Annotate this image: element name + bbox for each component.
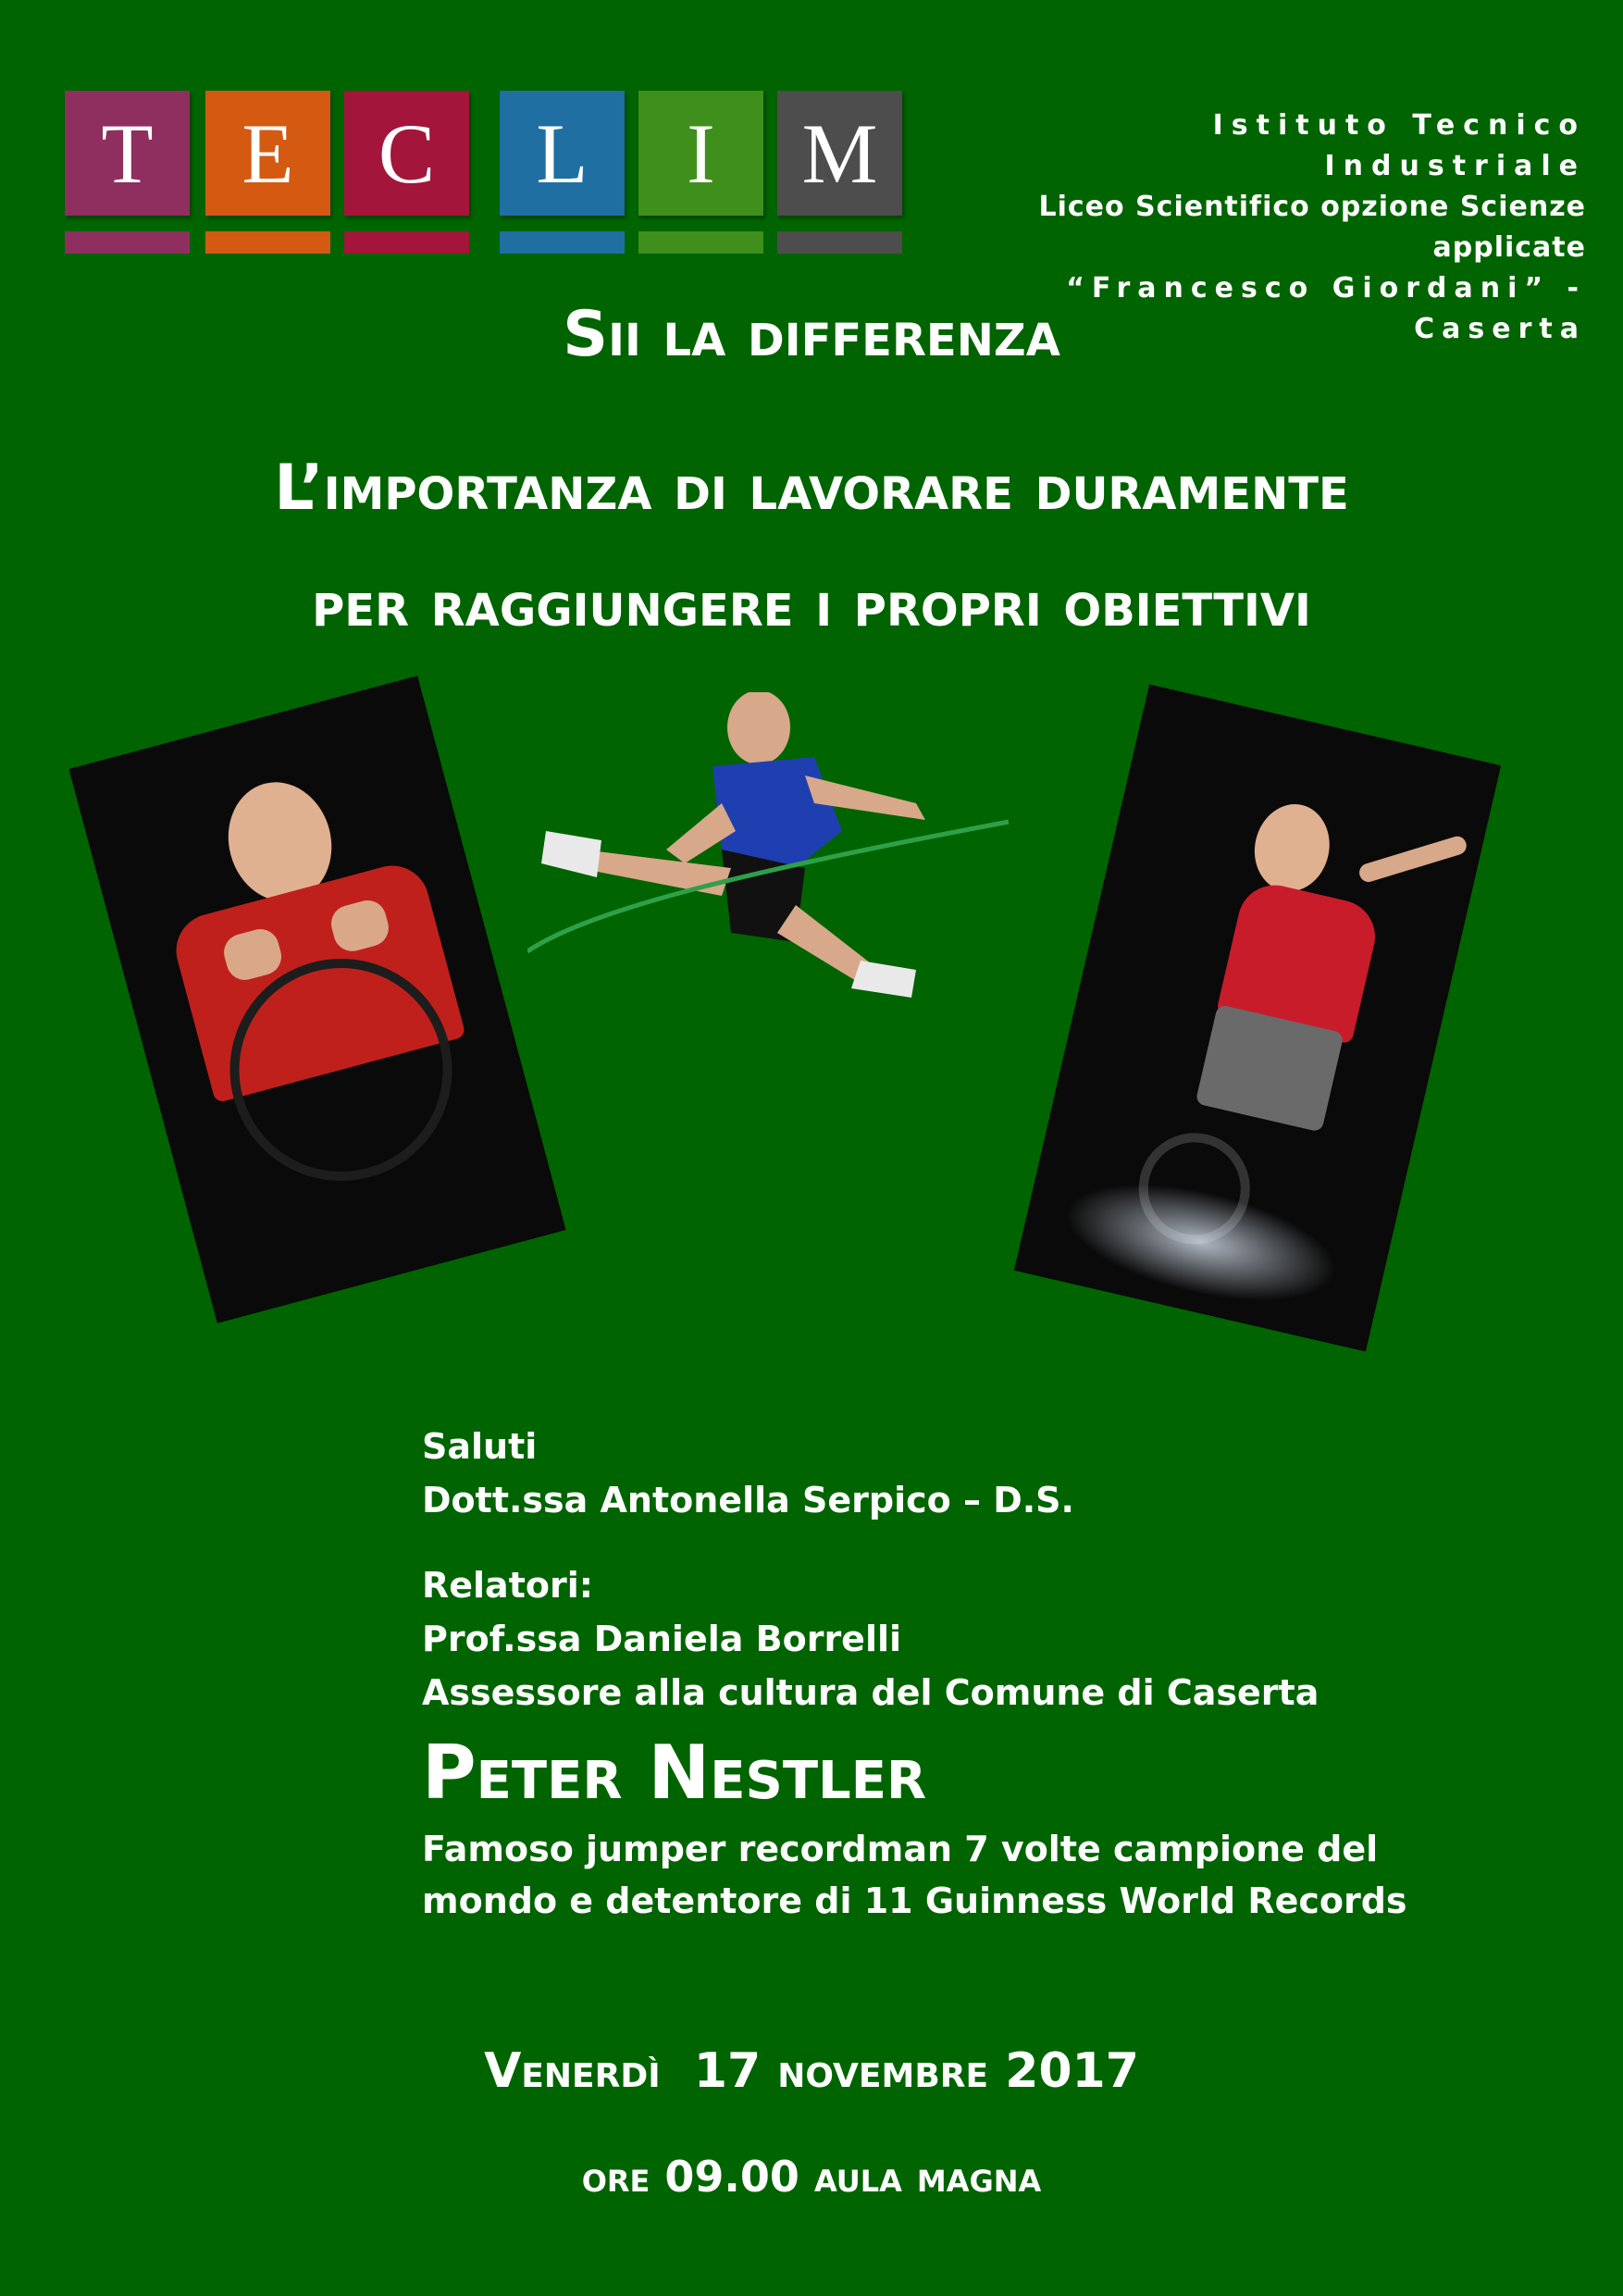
jumper-shoe bbox=[851, 961, 916, 998]
logo-letter: T bbox=[101, 105, 154, 201]
logo-bar-1 bbox=[65, 231, 190, 254]
greetings-name: Dott.ssa Antonella Serpico – D.S. bbox=[422, 1480, 1074, 1520]
event-time-text: ore 09.00 aula magna bbox=[581, 2152, 1042, 2202]
speaker-2-name-text: Peter Nestler bbox=[422, 1730, 927, 1816]
event-program bbox=[422, 1420, 1440, 1927]
speaker-2-desc-line-2: mondo e detentore di 11 Guinness World Records bbox=[422, 1880, 1407, 1921]
event-title bbox=[0, 298, 1623, 371]
logo-tile-1 bbox=[65, 91, 190, 216]
logo-bar-3 bbox=[344, 231, 469, 254]
event-title-text: Sii la differenza bbox=[563, 298, 1060, 371]
jumper-head bbox=[727, 692, 790, 764]
logo-tile-3 bbox=[344, 91, 469, 216]
event-time-location bbox=[0, 2152, 1623, 2202]
event-subtitle-line-2 bbox=[0, 568, 1623, 641]
institute-line-2: Liceo Scientifico opzione Scienze applicate bbox=[1038, 191, 1586, 264]
logo-letter: L bbox=[536, 105, 588, 201]
event-subtitle-text-2: per raggiungere i propri obiettivi bbox=[312, 568, 1311, 641]
event-date-text: Venerdì 17 novembre 2017 bbox=[484, 2043, 1139, 2099]
speaker-1-name: Prof.ssa Daniela Borrelli bbox=[422, 1619, 902, 1659]
speaker-2-desc-line-1: Famoso jumper recordman 7 volte campione del bbox=[422, 1829, 1379, 1869]
logo-letter: I bbox=[687, 105, 715, 201]
logo-tile-6 bbox=[777, 91, 902, 216]
logo-tile-5 bbox=[638, 91, 763, 216]
institute-line-3: “Francesco Giordani” - Caserta bbox=[1066, 272, 1586, 345]
photo-person-arm bbox=[1357, 834, 1469, 884]
speaker-1-role: Assessore alla cultura del Comune di Caserta bbox=[422, 1672, 1319, 1713]
speaker-2-name bbox=[422, 1723, 1440, 1823]
teclim-logo bbox=[65, 91, 902, 259]
photo-unicycle-splash bbox=[1014, 684, 1501, 1351]
photo-unicycle-portrait bbox=[68, 676, 565, 1323]
jumper-shoe bbox=[541, 831, 601, 877]
jumper-shirt bbox=[712, 757, 842, 868]
logo-letter: M bbox=[801, 105, 878, 201]
logo-letter: E bbox=[242, 105, 294, 201]
event-subtitle-text-1: L’importanza di lavorare duramente bbox=[274, 452, 1349, 525]
program-spacer bbox=[422, 1527, 1440, 1558]
logo-bar-4 bbox=[500, 231, 625, 254]
logo-bar-5 bbox=[638, 231, 763, 254]
event-subtitle-line-1 bbox=[0, 452, 1623, 525]
event-date bbox=[0, 2043, 1623, 2099]
photo-person-head bbox=[1246, 797, 1338, 900]
logo-bar-2 bbox=[205, 231, 330, 254]
jumper-leg bbox=[578, 850, 731, 896]
photo-jumper bbox=[527, 692, 1027, 1099]
institute-line-1: Istituto Tecnico Industriale bbox=[1212, 109, 1586, 182]
logo-tile-4 bbox=[500, 91, 625, 216]
logo-bar-6 bbox=[777, 231, 902, 254]
greetings-label: Saluti bbox=[422, 1426, 538, 1467]
logo-letter: C bbox=[378, 105, 436, 201]
logo-tile-2 bbox=[205, 91, 330, 216]
speakers-label: Relatori: bbox=[422, 1565, 593, 1606]
